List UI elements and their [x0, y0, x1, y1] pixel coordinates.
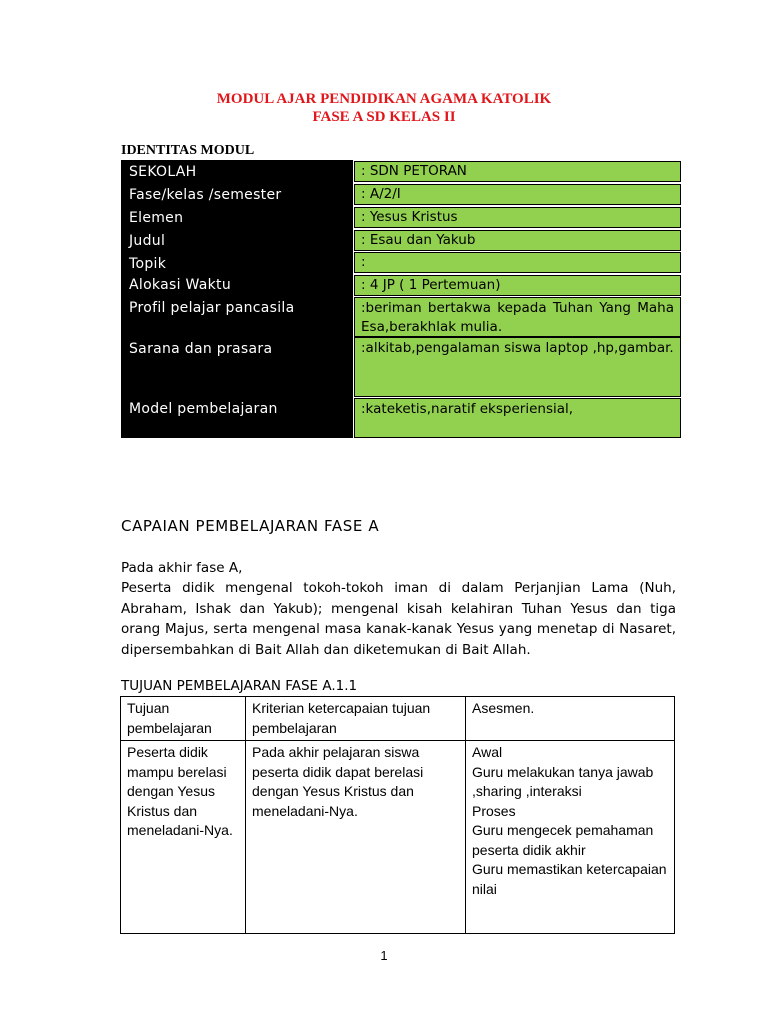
asesmen-line: Guru melakukan tanya jawab ,sharing ,interaksi — [472, 763, 654, 799]
capaian-intro: Pada akhir fase A, — [121, 560, 243, 576]
label-sekolah: SEKOLAH — [129, 164, 197, 180]
asesmen-line: Proses — [472, 802, 516, 819]
value-model: :kateketis,naratif eksperiensial, — [354, 398, 681, 438]
asesmen-line: Guru mengecek pemahaman peserta didik akhir — [472, 822, 654, 858]
value-sekolah: : SDN PETORAN — [354, 161, 681, 182]
capaian-body: Peserta didik mengenal tokoh-tokoh iman di dalam Perjanjian Lama (Nuh, Abraham, Ishak dan Yakub); mengenal kisah kelahiran Tuhan Yesus dan tiga orang Majus, serta mengenal masa kanak-kanak Yesus yang menetap di Nasaret, dipersembahkan di Bait Allah dan diketemukan di Bait Allah. — [121, 580, 676, 658]
module-subtitle: FASE A SD KELAS II — [312, 109, 456, 125]
label-elemen: Elemen — [129, 210, 184, 226]
identitas-heading: IDENTITAS MODUL — [121, 143, 255, 158]
asesmen-line: Guru memastikan ketercapaian nilai — [472, 861, 667, 897]
tujuan-table — [120, 696, 675, 934]
label-topik: Topik — [129, 256, 167, 272]
value-profil-pelajar: :beriman bertakwa kepada Tuhan Yang Maha Esa,berakhlak mulia. — [354, 297, 681, 337]
label-fase-kelas: Fase/kelas /semester — [129, 187, 282, 203]
value-topik: : — [354, 252, 681, 273]
label-judul: Judul — [129, 233, 166, 249]
label-profil-pelajar: Profil pelajar pancasila — [129, 300, 295, 316]
page-number: 1 — [380, 948, 388, 963]
table-header-row — [121, 697, 675, 741]
header-kriteria: Kriterian ketercapaian tujuan pembelajaran — [246, 697, 466, 741]
capaian-heading: CAPAIAN PEMBELAJARAN FASE A — [121, 517, 380, 535]
asesmen-line: Awal — [472, 744, 503, 760]
value-alokasi-waktu: : 4 JP ( 1 Pertemuan) — [354, 275, 681, 296]
value-sarana: :alkitab,pengalaman siswa laptop ,hp,gambar. — [354, 337, 681, 397]
value-elemen: : Yesus Kristus — [354, 207, 681, 228]
value-fase-kelas: : A/2/I — [354, 184, 681, 205]
cell-asesmen — [466, 741, 675, 934]
module-title: MODUL AJAR PENDIDIKAN AGAMA KATOLIK — [216, 91, 552, 107]
table-row — [121, 741, 675, 934]
label-model: Model pembelajaran — [129, 401, 278, 417]
label-alokasi-waktu: Alokasi Waktu — [129, 277, 232, 293]
tujuan-heading: TUJUAN PEMBELAJARAN FASE A.1.1 — [121, 678, 358, 694]
cell-kriteria: Pada akhir pelajaran siswa peserta didik dapat berelasi dengan Yesus Kristus dan meneladani-Nya. — [246, 741, 466, 934]
cell-tujuan: Peserta didik mampu berelasi dengan Yesus Kristus dan meneladani-Nya. — [121, 741, 246, 934]
header-asesmen: Asesmen. — [466, 697, 675, 741]
value-judul: : Esau dan Yakub — [354, 230, 681, 251]
header-tujuan: Tujuan pembelajaran — [121, 697, 246, 741]
label-sarana: Sarana dan prasara — [129, 341, 273, 357]
identitas-table — [121, 160, 686, 438]
